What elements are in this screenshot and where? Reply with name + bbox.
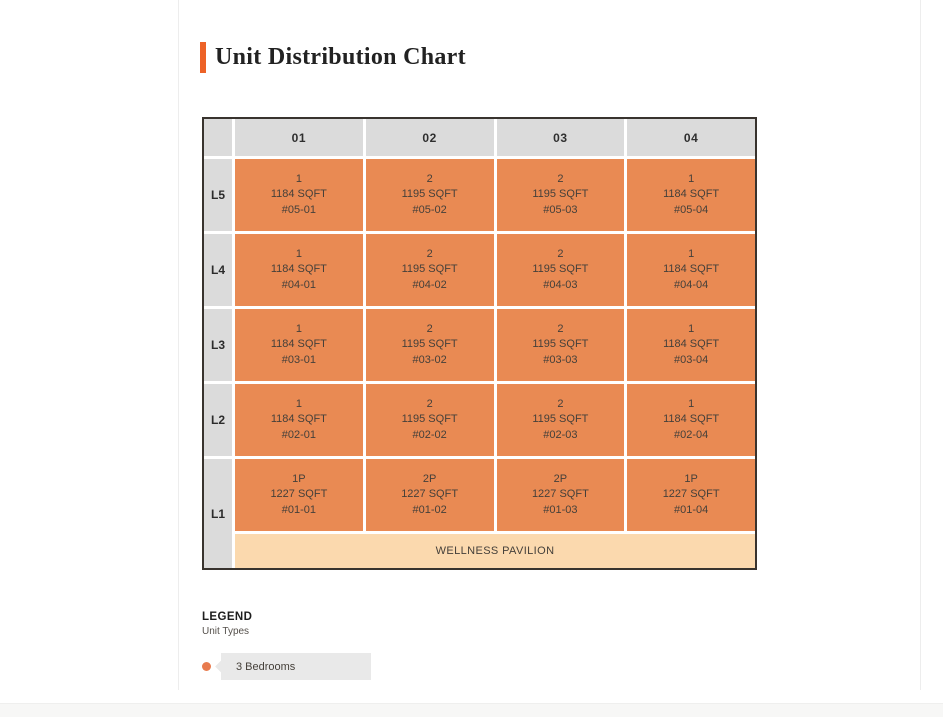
unit-type: 2 <box>426 247 433 260</box>
unit-cell-05-01[interactable] <box>235 159 363 231</box>
level-label-l5: L5 <box>204 159 232 231</box>
unit-number: #03-02 <box>412 353 447 366</box>
unit-cell-03-02[interactable] <box>366 309 494 381</box>
unit-area: 1195 SQFT <box>401 338 458 351</box>
legend-subheading: Unit Types <box>202 626 250 637</box>
unit-cell-04-03[interactable] <box>497 234 625 306</box>
unit-number: #02-03 <box>543 428 578 441</box>
unit-area: 1195 SQFT <box>532 338 589 351</box>
unit-number: #01-02 <box>412 503 447 516</box>
unit-cell-05-03[interactable] <box>497 159 625 231</box>
column-header-02: 02 <box>366 119 494 156</box>
unit-cell-04-02[interactable] <box>366 234 494 306</box>
unit-type: 2 <box>426 172 433 185</box>
unit-cell-01-04[interactable] <box>627 459 755 531</box>
unit-type: 1 <box>688 397 695 410</box>
unit-cell-01-03[interactable] <box>497 459 625 531</box>
page-title: Unit Distribution Chart <box>215 44 466 70</box>
unit-area: 1195 SQFT <box>401 188 458 201</box>
title-block <box>200 42 466 73</box>
title-accent-bar <box>200 42 206 73</box>
unit-number: #05-04 <box>673 203 709 216</box>
legend-item-3-bedrooms <box>202 653 371 680</box>
unit-type: 1P <box>684 472 698 485</box>
unit-type: 2 <box>557 397 564 410</box>
unit-type: 1 <box>688 247 695 260</box>
level-label-l1: L1 <box>204 459 232 568</box>
unit-area: 1184 SQFT <box>663 413 720 426</box>
unit-type: 2P <box>553 472 568 485</box>
column-header-03: 03 <box>497 119 625 156</box>
unit-area: 1227 SQFT <box>662 488 720 501</box>
unit-number: #05-03 <box>543 203 578 216</box>
unit-type: 2 <box>426 322 433 335</box>
unit-number: #01-04 <box>673 503 709 516</box>
unit-cell-02-02[interactable] <box>366 384 494 456</box>
unit-number: #02-02 <box>412 428 447 441</box>
unit-number: #03-01 <box>281 353 316 366</box>
unit-distribution-table <box>202 117 757 570</box>
unit-area: 1195 SQFT <box>401 263 458 276</box>
unit-number: #04-04 <box>673 278 709 291</box>
unit-type: 2 <box>557 247 564 260</box>
unit-area: 1184 SQFT <box>270 338 327 351</box>
unit-number: #03-03 <box>543 353 578 366</box>
unit-cell-02-01[interactable] <box>235 384 363 456</box>
unit-area: 1195 SQFT <box>532 188 589 201</box>
column-header-04: 04 <box>627 119 755 156</box>
unit-area: 1195 SQFT <box>401 413 458 426</box>
page-left-edge <box>178 0 179 690</box>
unit-area: 1184 SQFT <box>663 188 720 201</box>
unit-area: 1227 SQFT <box>401 488 459 501</box>
unit-cell-03-01[interactable] <box>235 309 363 381</box>
unit-cell-02-03[interactable] <box>497 384 625 456</box>
unit-type: 1 <box>688 322 695 335</box>
unit-area: 1184 SQFT <box>270 413 327 426</box>
unit-cell-01-02[interactable] <box>366 459 494 531</box>
unit-type: 2 <box>426 397 433 410</box>
unit-cell-01-01[interactable] <box>235 459 363 531</box>
table-corner-cell <box>204 119 232 156</box>
unit-area: 1184 SQFT <box>663 263 720 276</box>
unit-number: #04-02 <box>412 278 447 291</box>
unit-type: 1 <box>295 172 302 185</box>
unit-area: 1195 SQFT <box>532 413 589 426</box>
page-footer-band <box>0 703 943 717</box>
level-label-l2: L2 <box>204 384 232 456</box>
unit-number: #05-01 <box>281 203 316 216</box>
unit-cell-04-04[interactable] <box>627 234 755 306</box>
unit-cell-04-01[interactable] <box>235 234 363 306</box>
unit-area: 1184 SQFT <box>270 263 327 276</box>
unit-number: #04-03 <box>543 278 578 291</box>
unit-cell-02-04[interactable] <box>627 384 755 456</box>
unit-area: 1195 SQFT <box>532 263 589 276</box>
unit-type: 1 <box>295 322 302 335</box>
level-label-l4: L4 <box>204 234 232 306</box>
unit-number: #01-03 <box>543 503 578 516</box>
unit-number: #02-01 <box>281 428 316 441</box>
unit-area: 1227 SQFT <box>531 488 589 501</box>
unit-area: 1227 SQFT <box>270 488 328 501</box>
unit-cell-05-04[interactable] <box>627 159 755 231</box>
unit-area: 1184 SQFT <box>270 188 327 201</box>
unit-number: #03-04 <box>673 353 709 366</box>
level-label-l3: L3 <box>204 309 232 381</box>
unit-type: 1P <box>292 472 306 485</box>
page-right-edge <box>920 0 921 690</box>
unit-type: 2 <box>557 172 564 185</box>
unit-type: 1 <box>295 247 302 260</box>
unit-type: 1 <box>295 397 302 410</box>
unit-area: 1184 SQFT <box>663 338 720 351</box>
unit-number: #05-02 <box>412 203 447 216</box>
unit-number: #02-04 <box>673 428 709 441</box>
column-header-01: 01 <box>235 119 363 156</box>
legend-heading: LEGEND <box>202 611 253 623</box>
unit-type: 1 <box>688 172 695 185</box>
unit-cell-03-03[interactable] <box>497 309 625 381</box>
unit-cell-03-04[interactable] <box>627 309 755 381</box>
unit-cell-05-02[interactable] <box>366 159 494 231</box>
unit-number: #04-01 <box>281 278 316 291</box>
legend-chip <box>221 653 371 680</box>
legend <box>202 611 371 680</box>
wellness-pavilion-cell: WELLNESS PAVILION <box>235 534 755 568</box>
legend-item-label: 3 Bedrooms <box>236 660 296 673</box>
unit-type: 2 <box>557 322 564 335</box>
legend-dot-icon <box>202 662 211 671</box>
unit-type: 2P <box>422 472 437 485</box>
unit-number: #01-01 <box>281 503 316 516</box>
